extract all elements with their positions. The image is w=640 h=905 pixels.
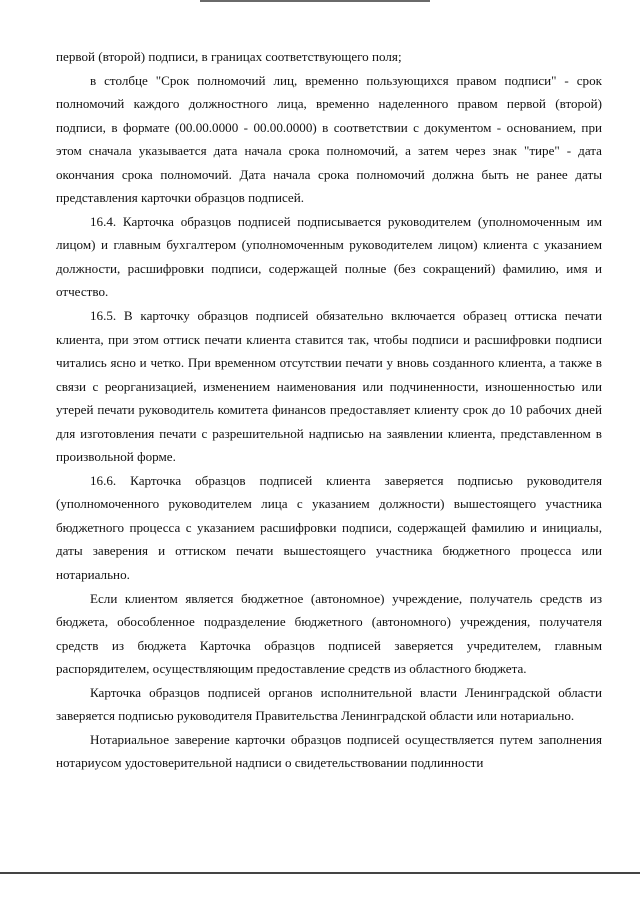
paragraph-budget-institution: Если клиентом является бюджетное (автономное) учреждение, получатель средств из бюджета, обособленное подразделение бюджетного (автономного) учреждения, получателя средств из бюджета Карточка образцов подписей заверяется учредителем, главным распорядителем, осуществляющим предоставление средств из областного бюджета. [56, 590, 602, 677]
paragraph-continuation: первой (второй) подписи, в границах соответствующего поля; [56, 49, 402, 64]
paragraph-16-4: 16.4. Карточка образцов подписей подписывается руководителем (уполномоченным им лицом) и главным бухгалтером (уполномоченным руководителем лицом) клиента с указанием должности, расшифровки подписи, содержащей полные (без сокращений) фамилию, имя и отчество. [56, 213, 602, 300]
scan-edge-bottom [0, 872, 640, 874]
paragraph-executive-authorities: Карточка образцов подписей органов исполнительной власти Ленинградской области заверяется подписью руководителя Правительства Ленинградской области или нотариально. [56, 684, 602, 724]
paragraph-16-6: 16.6. Карточка образцов подписей клиента заверяется подписью руководителя (уполномоченного руководителем лица с указанием должности) вышестоящего участника бюджетного процесса с указанием расшифровки подписи, содержащей фамилию и инициалы, даты заверения и оттиском печати вышестоящего участника бюджетного процесса или нотариально. [56, 472, 602, 583]
paragraph-notarial: Нотариальное заверение карточки образцов подписей осуществляется путем заполнения нотариусом удостоверительной надписи о свидетельствовании подлинности [56, 731, 602, 771]
paragraph-16-5: 16.5. В карточку образцов подписей обязательно включается образец оттиска печати клиента, при этом оттиск печати клиента ставится так, чтобы подписи и расшифровки подписи читались ясно и четко. При временном отсутствии печати у вновь созданного клиента, а также в связи с реорганизацией, изменением наименования или подчиненности, изношенностью или утерей печати руководитель комитета финансов предоставляет клиенту срок до 10 рабочих дней для изготовления печати с разрешительной надписью на заявлении клиента, представленном в произвольной форме. [56, 308, 602, 465]
scan-edge-top [200, 0, 430, 2]
paragraph-term-column: в столбце "Срок полномочий лиц, временно пользующихся правом подписи" - срок полномочий каждого должностного лица, временно наделенного правом первой (второй) подписи, в формате (00.00.0000 - 00.00.0000) в соответствии с документом - основанием, при этом сначала указывается дата начала срока полномочий, а затем через знак "тире" - дата окончания срока полномочий. Дата начала срока полномочий должна быть не ранее даты представления карточки образцов подписей. [56, 72, 602, 206]
document-page [56, 45, 602, 775]
